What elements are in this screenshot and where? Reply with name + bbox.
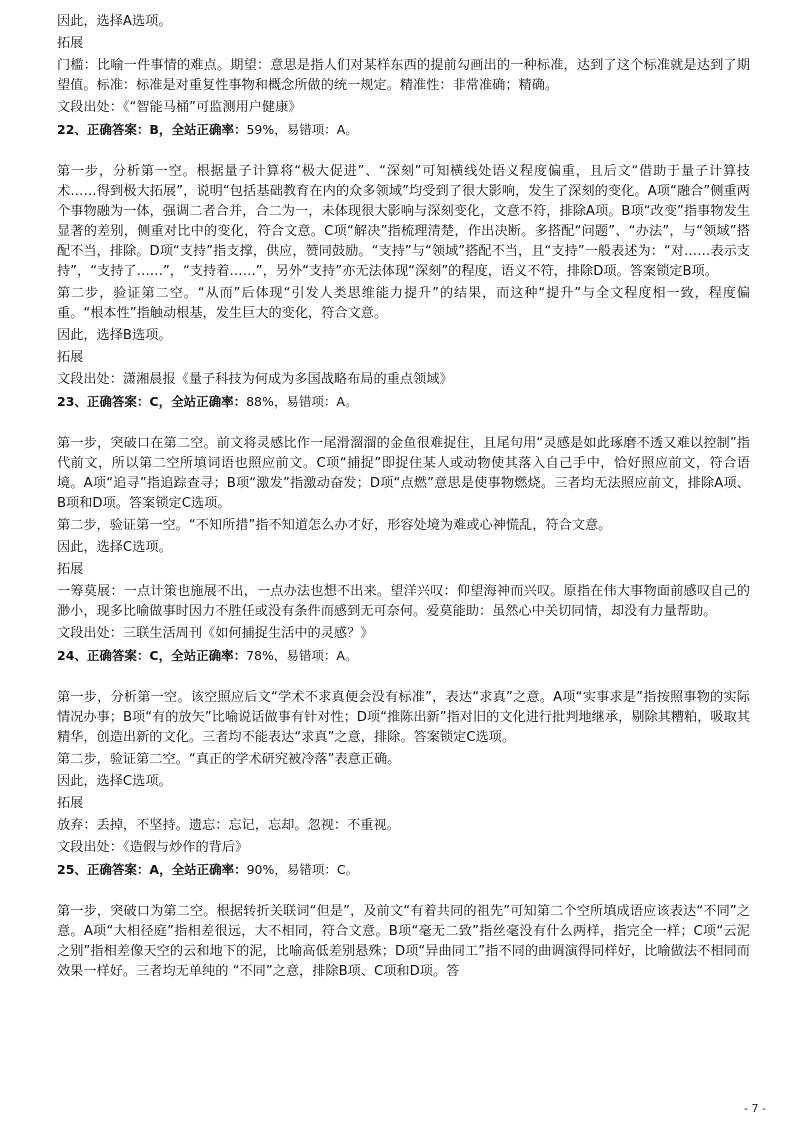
source-text: 文段出处：潇湘晨报《量子科技为何成为多国战略布局的重点领域》 bbox=[57, 372, 453, 387]
answer-label: 22、正确答案： bbox=[57, 122, 150, 137]
step-one-text: 第一步，分析第一空。该空照应后文“学术不求真便会没有标准”，表达“求真”之意。A项“实事求是”指按照事物的实际情况办事；B项“有的放矢”比喻说话做事有针对性；D项“推陈出新”指对旧的文化进行批判地继承，剔除其糟粕，吸取其精华，创造出新的文化。三者均不能表达“求真”之意，排除。答案锁定C选项。 bbox=[57, 690, 750, 745]
rate-value: 90%，易错项：C。 bbox=[246, 862, 359, 877]
conclusion-text: 因此，选择B选项。 bbox=[57, 328, 172, 343]
source-text: 文段出处：《“智能马桶”可监测用户健康》 bbox=[57, 100, 302, 115]
expand-text: 门槛：比喻一件事情的难点。期望：意思是指人们对某样东西的提前勾画出的一种标准，达到了这个标准就是达到了期望值。标准：标准是对重复性事物和概念所做的统一规定。精准性：非常准确；精确。 bbox=[57, 58, 750, 93]
step-one-text: 第一步，突破口为第二空。根据转折关联词“但是”，及前文“有着共同的祖先”可知第二个空所填成语应该表达“不同”之意。A项“大相径庭”指相差很远，大不相同，符合文意。B项“毫无二致”指丝毫没有什么两样，指完全一样；C项“云泥之别”指相差像天空的云和地下的泥，比喻高低差别悬殊；D项“异曲同工”指不同的曲调演得同样好，比喻做法不相同而效果一样好。三者均无单纯的 “不同”之意，排除B项、C项和D项。答 bbox=[57, 904, 750, 979]
step-one-text: 第一步，分析第一空。根据量子计算将“极大促进”、“深刻”可知横线处语义程度偏重，且后文“借助于量子计算技术……得到极大拓展”，说明“包括基础教育在内的众多领域”均受到了很大影响，发生了深刻的变化。A项“融合”侧重两个事物融为一体，强调二者合并，合二为一，未体现很大影响与深刻变化，文意不符，排除A项。B项“改变”指事物发生显著的差别，侧重对比中的变化，符合文意。C项“解决”指梳理清楚，作出决断。多搭配“问题”、“办法”，与“领域”搭配不当，排除。D项“支持”指支撑，供应，赞同鼓励。“支持”与“领域”搭配不当，且“支持”一般表述为：“对……表示支持”，“支持了……”，“支持着……”，另外“支持”亦无法体现“深刻”的程度，语义不符，排除D项。答案锁定B项。 bbox=[57, 164, 750, 279]
rate-label: 全站正确率： bbox=[171, 862, 247, 877]
answer-value: C， bbox=[149, 648, 172, 663]
page-number: - 7 - bbox=[744, 1102, 766, 1115]
answer-value: B， bbox=[149, 122, 172, 137]
source-text: 文段出处：《造假与炒作的背后》 bbox=[57, 840, 249, 855]
step-two-text: 第二步，验证第二空。“从而”后体现“引发人类思维能力提升”的结果，而这种“提升”与全文程度相一致，程度偏重。“根本性”指触动根基，发生巨大的变化，符合文意。 bbox=[57, 286, 750, 321]
answer-value: A， bbox=[149, 862, 172, 877]
step-two-text: 第二步，验证第二空。“真正的学术研究被冷落”表意正确。 bbox=[57, 752, 401, 767]
rate-label: 全站正确率： bbox=[171, 394, 247, 409]
expand-text: 一筹莫展：一点计策也施展不出，一点办法也想不出来。望洋兴叹：仰望海神而兴叹。原指在伟大事物面前感叹自己的渺小，现多比喻做事时因力不胜任或没有条件而感到无可奈何。爱莫能助：虽然心中关切同情，却没有力量帮助。 bbox=[57, 584, 750, 619]
answer-value: C， bbox=[149, 394, 172, 409]
answer-label: 24、正确答案： bbox=[57, 648, 150, 663]
source-text: 文段出处：三联生活周刊《如何捕捉生活中的灵感？》 bbox=[57, 626, 374, 641]
step-one-text: 第一步，突破口在第二空。前文将灵感比作一尾滑溜溜的金鱼很难捉住，且尾句用“灵感是如此琢磨不透又难以控制”指代前文，所以第二空所填词语也照应前文。C项“捕捉”即捉住某人或动物使其落入自己手中，恰好照应前文，符合语境。A项“追寻”指追踪查寻；B项“激发”指激动奋发；D项“点燃”意思是使事物燃烧。三者均无法照应前文，排除A项、B项和D项。答案锁定C选项。 bbox=[57, 436, 750, 511]
rate-value: 59%，易错项：A。 bbox=[246, 122, 358, 137]
answer-label: 25、正确答案： bbox=[57, 862, 150, 877]
expand-label: 拓展 bbox=[57, 350, 84, 365]
answer-line-22 bbox=[57, 120, 750, 140]
rate-label: 全站正确率： bbox=[171, 648, 247, 663]
expand-label: 拓展 bbox=[57, 36, 84, 51]
conclusion-text: 因此，选择C选项。 bbox=[57, 540, 172, 555]
answer-label: 23、正确答案： bbox=[57, 394, 150, 409]
expand-label: 拓展 bbox=[57, 796, 84, 811]
answer-line-25 bbox=[57, 860, 750, 880]
rate-label: 全站正确率： bbox=[171, 122, 247, 137]
answer-line-24 bbox=[57, 646, 750, 666]
answer-line-23 bbox=[57, 392, 750, 412]
conclusion-text: 因此，选择C选项。 bbox=[57, 774, 172, 789]
step-two-text: 第二步，验证第一空。“不知所措”指不知道怎么办才好，形容处境为难或心神慌乱，符合文意。 bbox=[57, 518, 612, 533]
rate-value: 78%，易错项：A。 bbox=[246, 648, 358, 663]
rate-value: 88%，易错项：A。 bbox=[246, 394, 358, 409]
expand-label: 拓展 bbox=[57, 562, 84, 577]
conclusion-text: 因此，选择A选项。 bbox=[57, 14, 172, 29]
expand-text: 放弃：丢掉，不坚持。遗忘：忘记，忘却。忽视：不重视。 bbox=[57, 818, 400, 833]
